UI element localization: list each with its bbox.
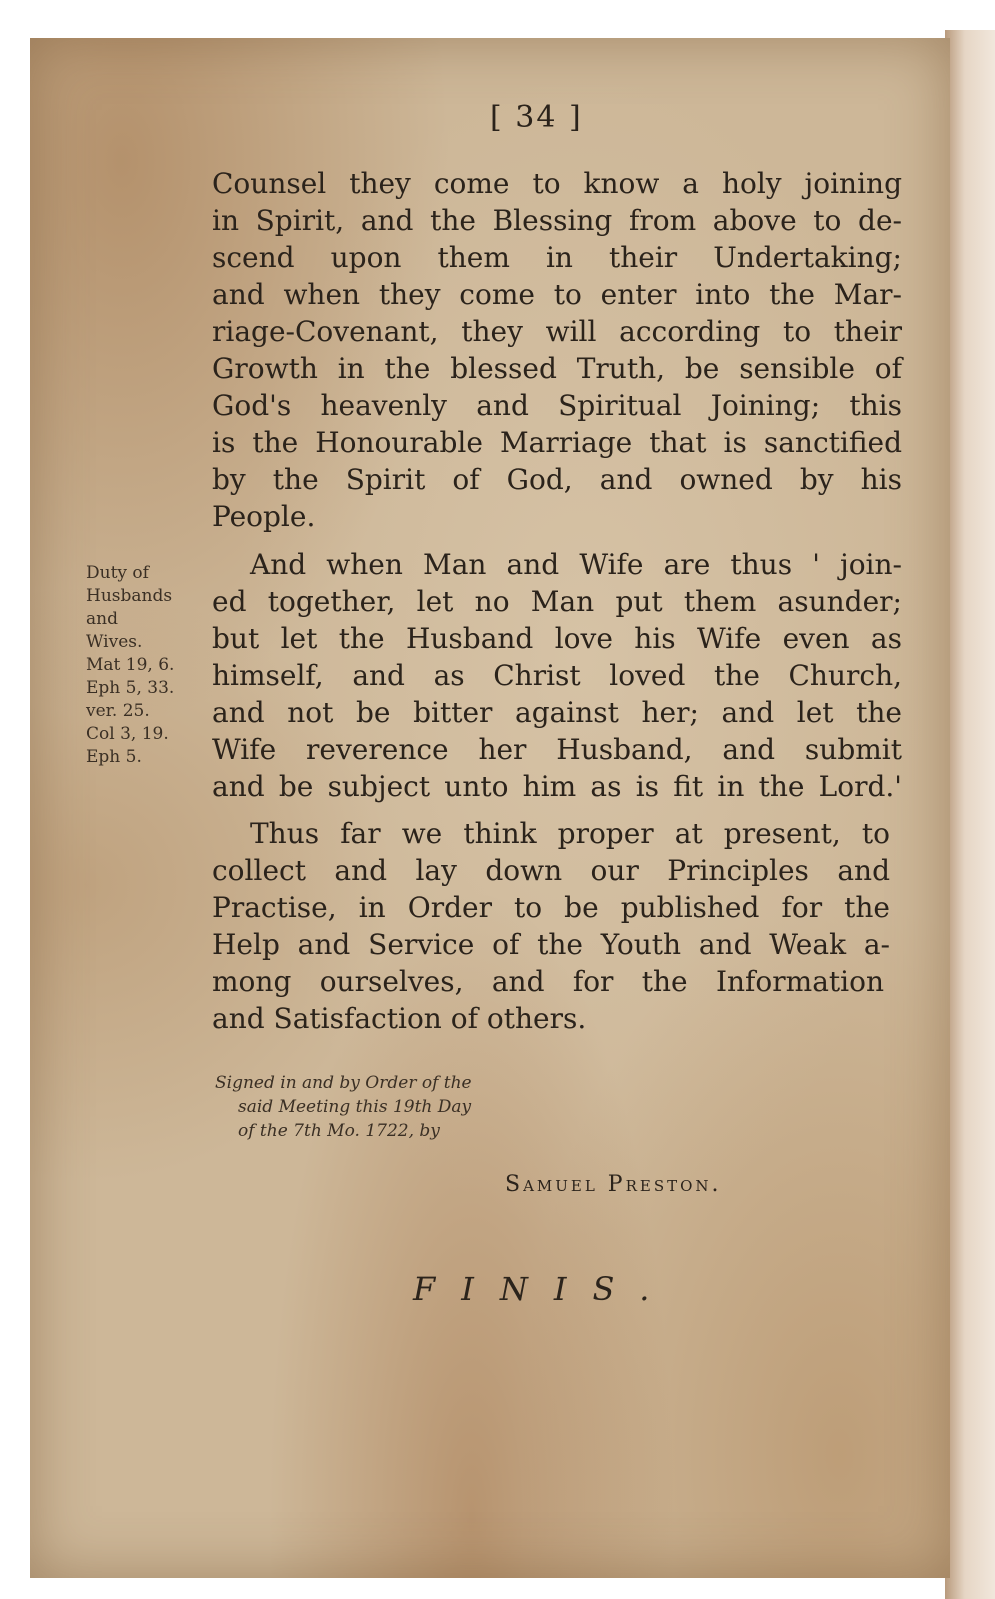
signed-note-line: Signed in and by Order of the	[215, 1073, 472, 1093]
body-line: mong ourselves, and for the Information	[212, 965, 884, 998]
marginal-note-line: and	[86, 609, 118, 629]
book-spine-edge	[945, 30, 995, 1599]
body-line: and not be bitter against her; and let the	[212, 696, 902, 729]
body-line: by the Spirit of God, and owned by his	[212, 463, 902, 496]
marginal-note-line: Duty of	[86, 563, 149, 583]
body-line: People.	[212, 500, 316, 533]
body-line: Wife reverence her Husband, and submit	[212, 733, 902, 766]
body-line: himself, and as Christ loved the Church,	[212, 659, 902, 692]
signed-note-line: of the 7th Mo. 1722, by	[238, 1121, 440, 1141]
body-line: Counsel they come to know a holy joining	[212, 167, 902, 200]
body-line: God's heavenly and Spiritual Joining; this	[212, 389, 902, 422]
marginal-note-line: Eph 5.	[86, 747, 142, 767]
marginal-note-line: Wives.	[86, 632, 143, 652]
body-line: but let the Husband love his Wife even as	[212, 622, 902, 655]
body-line: Growth in the blessed Truth, be sensible of	[212, 352, 902, 385]
body-line: Thus far we think proper at present, to	[250, 817, 890, 850]
page-number: [ 34 ]	[490, 100, 583, 135]
finis-text: FINIS.	[413, 1270, 676, 1308]
signature: Samuel Preston.	[505, 1172, 722, 1197]
body-line: and when they come to enter into the Mar-	[212, 278, 902, 311]
marginal-note-line: Eph 5, 33.	[86, 678, 175, 698]
body-line: and Satisfaction of others.	[212, 1002, 587, 1035]
marginal-note-line: ver. 25.	[86, 701, 150, 721]
body-line: Help and Service of the Youth and Weak a-	[212, 928, 890, 961]
body-line: is the Honourable Marriage that is sanctified	[212, 426, 902, 459]
body-line: riage-Covenant, they will according to their	[212, 315, 902, 348]
body-line: ed together, let no Man put them asunder;	[212, 585, 902, 618]
marginal-note-line: Mat 19, 6.	[86, 655, 175, 675]
body-line: Practise, in Order to be published for the	[212, 891, 890, 924]
body-line: and be subject unto him as is fit in the Lord.'	[212, 770, 902, 803]
signed-note-line: said Meeting this 19th Day	[238, 1097, 472, 1117]
body-line: collect and lay down our Principles and	[212, 854, 890, 887]
body-line: in Spirit, and the Blessing from above to de-	[212, 204, 902, 237]
body-line: scend upon them in their Undertaking;	[212, 241, 902, 274]
marginal-note-line: Husbands	[86, 586, 173, 606]
body-line: And when Man and Wife are thus ' join-	[250, 548, 902, 581]
marginal-note-line: Col 3, 19.	[86, 724, 169, 744]
